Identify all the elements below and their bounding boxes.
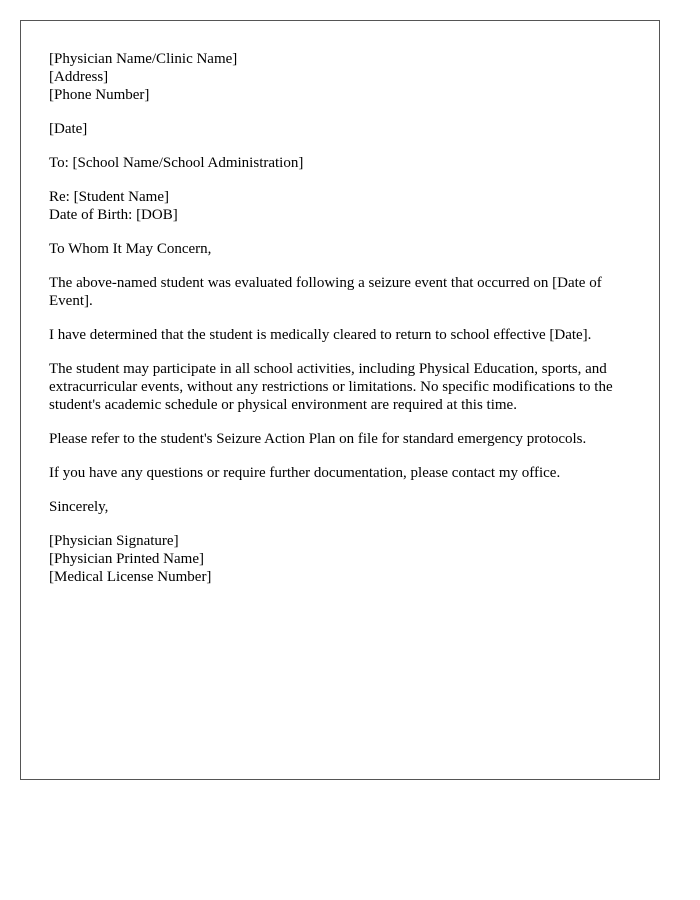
letter-page <box>20 20 660 780</box>
medical-license-number: [Medical License Number] <box>49 569 212 585</box>
closing: Sincerely, <box>49 499 109 515</box>
letter-body <box>49 50 633 602</box>
paragraph-action-plan: Please refer to the student's Seizure Action Plan on file for standard emergency protocols. <box>49 431 587 447</box>
paragraph-evaluation: The above-named student was evaluated following a seizure event that occurred on [Date of Event]. <box>49 275 602 309</box>
recipient: To: [School Name/School Administration] <box>49 155 304 171</box>
student-name: Re: [Student Name] <box>49 189 169 205</box>
sender-block <box>49 50 633 104</box>
reference-block <box>49 188 633 224</box>
physician-printed-name: [Physician Printed Name] <box>49 551 204 567</box>
paragraph-participation: The student may participate in all school activities, including Physical Education, sports, and extracurricular events, without any restrictions or limitations. No specific modifications to the student's academic schedule or physical environment are required at this time. <box>49 361 613 413</box>
closing-block <box>49 498 633 516</box>
student-dob: Date of Birth: [DOB] <box>49 207 178 223</box>
physician-signature: [Physician Signature] <box>49 533 179 549</box>
letter-date: [Date] <box>49 121 88 137</box>
signature-block <box>49 532 633 586</box>
paragraph-contact: If you have any questions or require further documentation, please contact my office. <box>49 465 561 481</box>
recipient-block <box>49 154 633 172</box>
sender-name: [Physician Name/Clinic Name] <box>49 51 238 67</box>
paragraph-clearance: I have determined that the student is medically cleared to return to school effective [Date]. <box>49 327 592 343</box>
date-block <box>49 120 633 138</box>
salutation: To Whom It May Concern, <box>49 241 212 257</box>
sender-phone: [Phone Number] <box>49 87 150 103</box>
salutation-block <box>49 240 633 258</box>
sender-address: [Address] <box>49 69 109 85</box>
